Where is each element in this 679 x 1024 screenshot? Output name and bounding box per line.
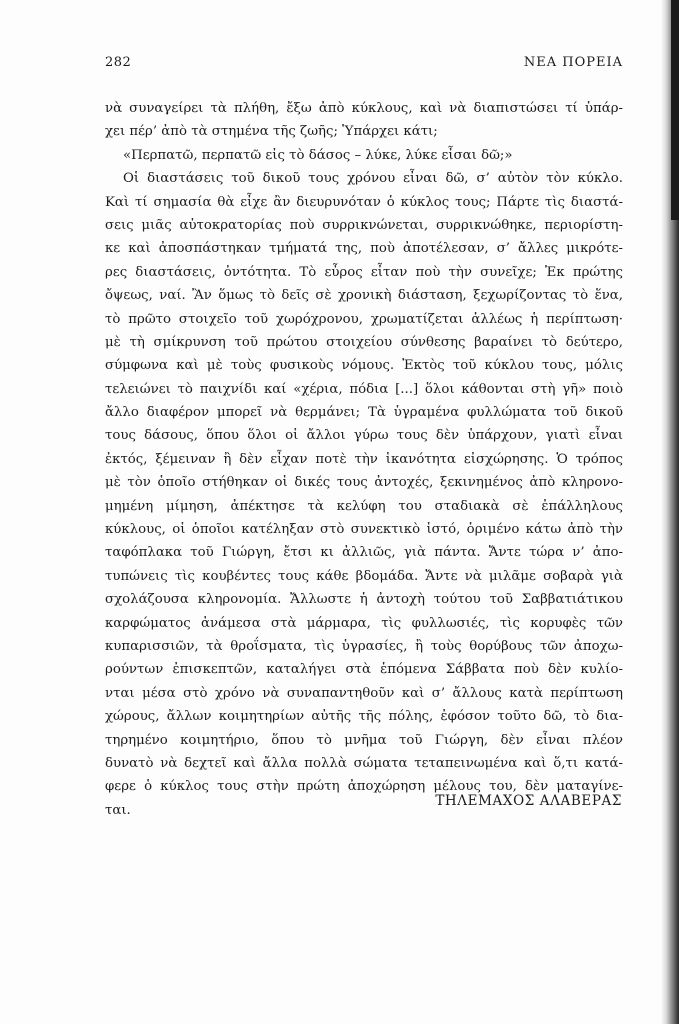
text-line: τυπώνεις τὶς κουβέντες τους κάθε βδομάδα. Ἄντε νὰ μιλᾶμε σοβαρὰ γιὰ xyxy=(105,568,623,584)
text-line: νται μέσα στὸ χρόνο νὰ συναπαντηθοῦν καὶ σ’ ἄλλους κατὰ περίπτωση xyxy=(105,685,623,701)
text-line: κυπαρισσιῶν, τὰ θροΐσματα, τὶς ὑγρασίες, ἢ τοὺς θορύβους τῶν ἀποχω- xyxy=(105,638,623,654)
text-line: τελειώνει τὸ παιχνίδι καί «χέρια, πόδια [...] ὅλοι κάθονται στὴ γῆ» ποιὸ xyxy=(105,381,623,397)
text-line: μὲ τὸν ὁποῖο στήθηκαν οἱ δικές τους ἀντοχές, ξεκινημένος ἀπὸ κληρονο- xyxy=(105,475,623,491)
text-line: μὲ τὴ σμίκρυνση τοῦ πρώτου στοιχείου σύνθεσης βαραίνει τὸ δεύτερο, xyxy=(105,334,623,350)
text-line: ταφόπλακα τοῦ Γιώργη, ἔτσι κι ἀλλιῶς, γιὰ πάντα. Ἄντε τώρα ν’ ἀπο- xyxy=(105,545,623,561)
text-line: σύμφωνα καὶ μὲ τοὺς φυσικοὺς νόμους. Ἐκτὸς τοῦ κύκλου τους, μόλις xyxy=(105,358,623,374)
text-line: σχολάζουσα κληρονομία. Ἄλλωστε ἡ ἀντοχὴ τούτου τοῦ Σαββατιάτικου xyxy=(105,592,623,608)
text-line: νὰ συναγείρει τὰ πλήθη, ἔξω ἀπὸ κύκλους, καὶ νὰ διαπιστώσει τί ὑπάρ- xyxy=(105,101,623,116)
text-line: ται. xyxy=(105,802,131,818)
text-line: καρφώματος ἀνάμεσα στὰ μάρμαρα, τὶς φυλλωσιές, τὶς κορυφὲς τῶν xyxy=(105,615,623,631)
text-line: μημένη μίμηση, ἀπέκτησε τὰ κελύφη του σταδιακὰ σὲ ἐπάλληλους xyxy=(105,498,623,514)
text-line: τηρημένο κοιμητήριο, ὅπου τὸ μνῆμα τοῦ Γιώργη, δὲν εἶναι πλέον xyxy=(105,732,623,748)
page-header xyxy=(105,55,623,73)
text-line: χώρους, ἄλλων κοιμητηρίων αὐτῆς τῆς πόλης, ἐφόσον τοῦτο δῶ, τὸ δια- xyxy=(105,709,623,725)
page-edge-dark xyxy=(671,0,679,220)
text-line: σεις μιᾶς αὐτοκρατορίας ποὺ συρρικνώνεται, συρρικνώθηκε, περιορίστη- xyxy=(105,217,623,233)
text-line: κύκλους, οἱ ὁποῖοι κατέληξαν στὸ συνεκτικὸ ἱστό, ὁριμένο κάτω ἀπὸ τὴν xyxy=(105,522,623,538)
text-line: Καὶ τί σημασία θὰ εἶχε ἂν διευρυνόταν ὁ κύκλος τους; Πάρτε τὶς διαστά- xyxy=(105,194,623,210)
text-line: φερε ὁ κύκλος τους στὴν πρώτη ἀποχώρηση μέλους του, δὲν ματαγίνε- xyxy=(105,779,623,795)
text-line: Οἱ διαστάσεις τοῦ δικοῦ τους χρόνου εἶναι δῶ, σ’ αὐτὸν τὸν κύκλο. xyxy=(123,171,623,187)
text-line: τὸ πρῶτο στοιχεῖο τοῦ χωρόχρονου, χρωματίζεται ἀλλέως ἡ περίπτωση· xyxy=(105,311,623,327)
text-line: ἄλλο διαφέρον μπορεῖ νὰ θερμάνει; Τὰ ὑγραμένα φυλλώματα τοῦ δικοῦ xyxy=(105,405,623,421)
text-line: ὄψεως, ναί. Ἂν ὅμως τὸ δεῖς σὲ χρονικὴ διάσταση, ξεχωρίζοντας τὸ ἕνα, xyxy=(105,288,623,304)
text-line: ἐκτός, ξέμειναν ἢ δὲν εἶχαν ποτὲ τὴν ἱκανότητα εἰσχώρησης. Ὁ τρόπος xyxy=(105,451,623,467)
text-line: ρούντων ἐπισκεπτῶν, καταλήγει στὰ ἑπόμενα Σάββατα ποὺ δὲν κυλίο- xyxy=(105,662,623,678)
text-line: τους δάσους, ὅπου ὅλοι οἱ ἄλλοι γύρω τους δὲν ὑπάρχουν, γιατὶ εἶναι xyxy=(105,428,623,444)
text-line: «Περπατῶ, περπατῶ εἰς τὸ δάσος – λύκε, λύκε εἶσαι δῶ;» xyxy=(123,147,513,163)
text-line: χει πέρ’ ἀπὸ τὰ στημένα τῆς ζωῆς; Ὑπάρχει κάτι; xyxy=(105,124,438,140)
text-line: κε καὶ ἀποσπάστηκαν τμήματά της, ποὺ ἀποτέλεσαν, σ’ ἄλλες μικρότε- xyxy=(105,241,623,257)
text-line: ρες διαστάσεις, ὀντότητα. Τὸ εὖρος εἶταν ποὺ τὴν συνεῖχε; Ἐκ πρώτης xyxy=(105,264,623,280)
author-signature: ΤΗΛΕΜΑΧΟΣ ΑΛΑΒΕΡΑΣ xyxy=(435,793,622,809)
page-number: 282 xyxy=(105,55,132,70)
text-line: δυνατὸ νὰ δεχτεῖ καὶ ἄλλα πολλὰ σώματα τεταπεινωμένα καὶ ὅ,τι κατά- xyxy=(105,755,623,771)
running-title: ΝΕΑ ΠΟΡΕΙΑ xyxy=(523,55,623,70)
body-text xyxy=(105,97,623,822)
